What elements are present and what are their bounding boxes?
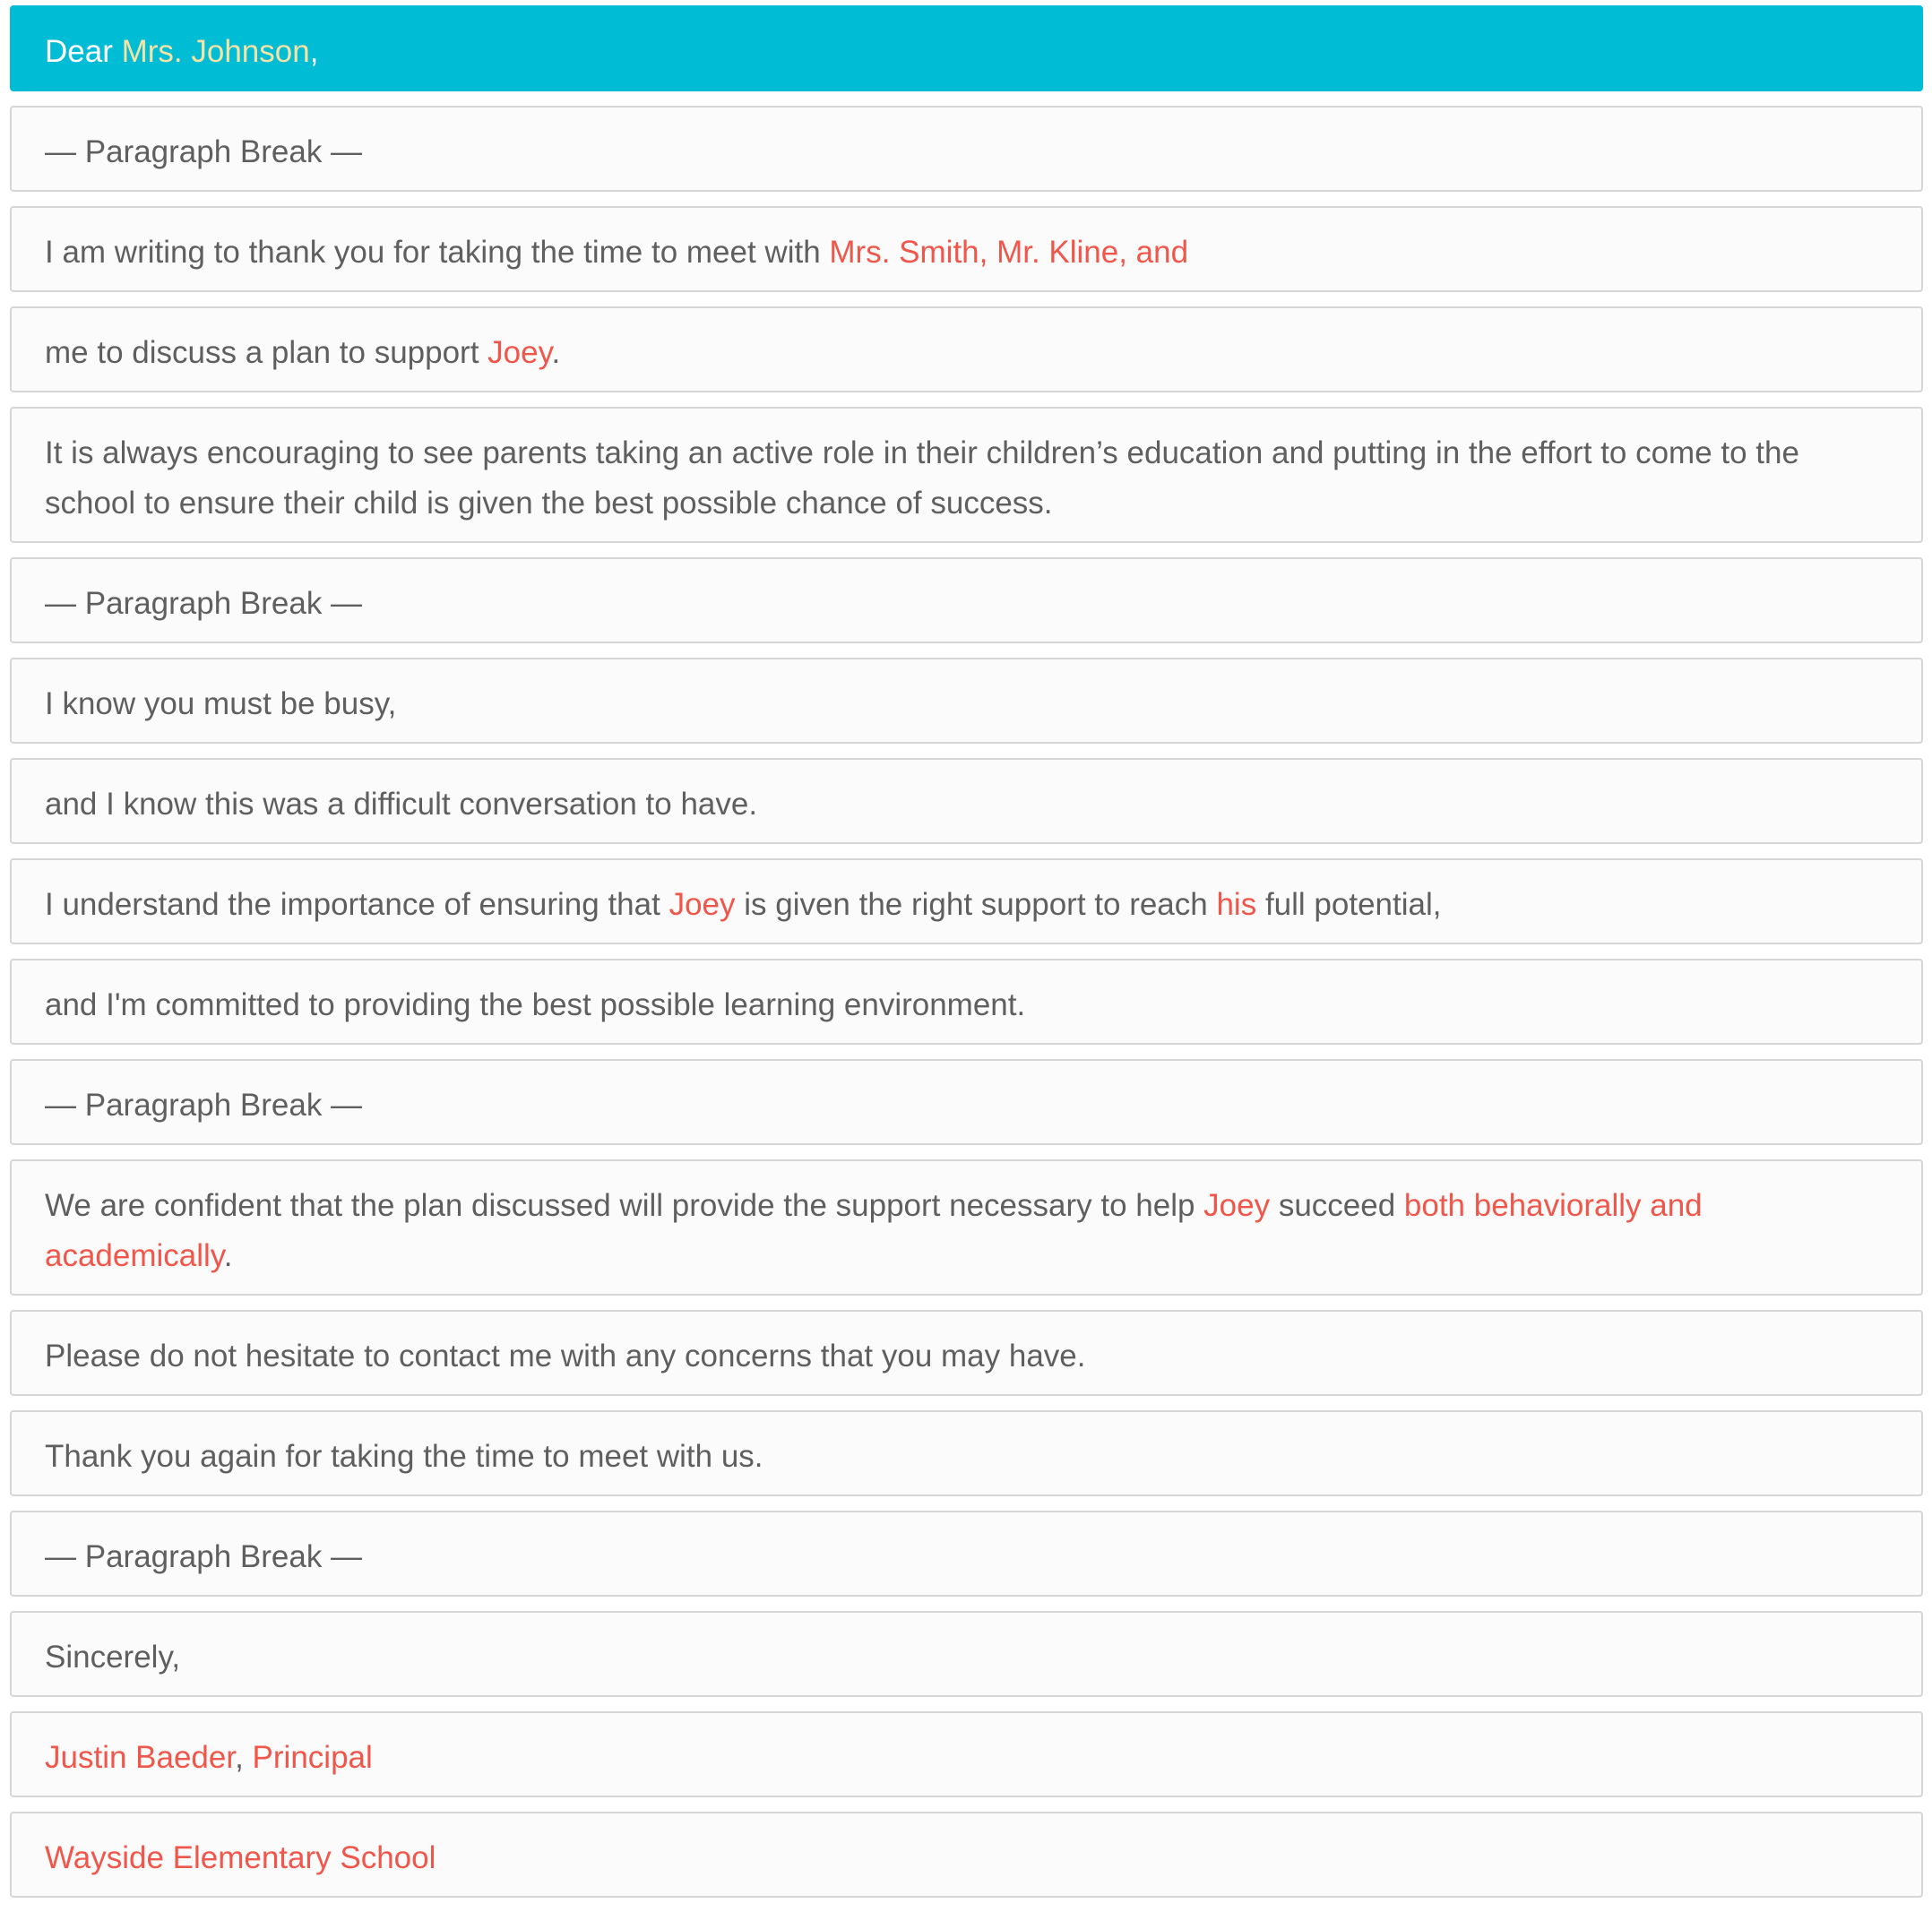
variable-field[interactable]: Mrs. Smith, Mr. Kline, and bbox=[829, 235, 1189, 270]
letter-block-paragraph-break-2[interactable] bbox=[10, 557, 1923, 643]
static-text: . bbox=[551, 335, 561, 370]
static-text: I am writing to thank you for taking the time to meet with bbox=[45, 235, 830, 270]
letter-block-paragraph-break-1[interactable] bbox=[10, 106, 1923, 192]
letter-block-contact[interactable] bbox=[10, 1310, 1923, 1396]
static-text: and I'm committed to providing the best possible learning environment. bbox=[45, 987, 1026, 1022]
static-text: , bbox=[309, 34, 319, 69]
static-text: — Paragraph Break — bbox=[45, 586, 363, 621]
static-text: succeed bbox=[1270, 1188, 1404, 1223]
variable-field[interactable]: Mrs. Johnson bbox=[121, 34, 310, 69]
letter-block-signature-school[interactable] bbox=[10, 1812, 1923, 1898]
static-text: is given the right support to reach bbox=[735, 887, 1217, 922]
variable-field[interactable]: Principal bbox=[252, 1740, 373, 1775]
static-text: Dear bbox=[45, 34, 122, 69]
static-text: It is always encouraging to see parents taking an active role in their children’s education and putting in the effort to come to the school to ensure their child is given the best possible chance of success. bbox=[45, 435, 1799, 521]
letter-block-encouraging[interactable] bbox=[10, 407, 1923, 543]
variable-field[interactable]: Wayside Elementary School bbox=[45, 1840, 436, 1875]
letter-block-difficult[interactable] bbox=[10, 758, 1923, 844]
static-text: Sincerely, bbox=[45, 1640, 181, 1675]
static-text: — Paragraph Break — bbox=[45, 1539, 363, 1574]
variable-field[interactable]: both behaviorally and academically bbox=[45, 1188, 1703, 1273]
letter-block-thanks-line-1[interactable] bbox=[10, 206, 1923, 292]
static-text: and I know this was a difficult conversation to have. bbox=[45, 787, 758, 822]
letter-block-confident[interactable] bbox=[10, 1159, 1923, 1296]
letter-block-thank-again[interactable] bbox=[10, 1410, 1923, 1496]
letter-block-signature-name[interactable] bbox=[10, 1711, 1923, 1797]
variable-field[interactable]: Joey bbox=[668, 887, 736, 922]
letter-block-understand[interactable] bbox=[10, 858, 1923, 944]
static-text: . bbox=[223, 1238, 233, 1273]
letter-block-committed[interactable] bbox=[10, 959, 1923, 1045]
static-text: — Paragraph Break — bbox=[45, 1088, 363, 1123]
letter-block-paragraph-break-3[interactable] bbox=[10, 1059, 1923, 1145]
static-text: , bbox=[235, 1740, 253, 1775]
variable-field[interactable]: Justin Baeder bbox=[45, 1740, 236, 1775]
letter-block-greeting[interactable] bbox=[10, 5, 1923, 91]
letter-block-list bbox=[10, 5, 1923, 1912]
letter-block-sign-off[interactable] bbox=[10, 1611, 1923, 1697]
static-text: Please do not hesitate to contact me with any concerns that you may have. bbox=[45, 1339, 1086, 1374]
static-text: We are confident that the plan discussed will provide the support necessary to help bbox=[45, 1188, 1204, 1223]
static-text: I understand the importance of ensuring that bbox=[45, 887, 669, 922]
variable-field[interactable]: Joey bbox=[1203, 1188, 1271, 1223]
letter-block-busy[interactable] bbox=[10, 658, 1923, 744]
variable-field[interactable]: his bbox=[1216, 887, 1257, 922]
static-text: I know you must be busy, bbox=[45, 686, 397, 721]
static-text: me to discuss a plan to support bbox=[45, 335, 488, 370]
variable-field[interactable]: Joey bbox=[487, 335, 552, 370]
letter-block-paragraph-break-4[interactable] bbox=[10, 1511, 1923, 1597]
static-text: Thank you again for taking the time to meet with us. bbox=[45, 1439, 763, 1474]
static-text: — Paragraph Break — bbox=[45, 134, 363, 169]
letter-block-thanks-line-2[interactable] bbox=[10, 306, 1923, 392]
static-text: full potential, bbox=[1256, 887, 1442, 922]
